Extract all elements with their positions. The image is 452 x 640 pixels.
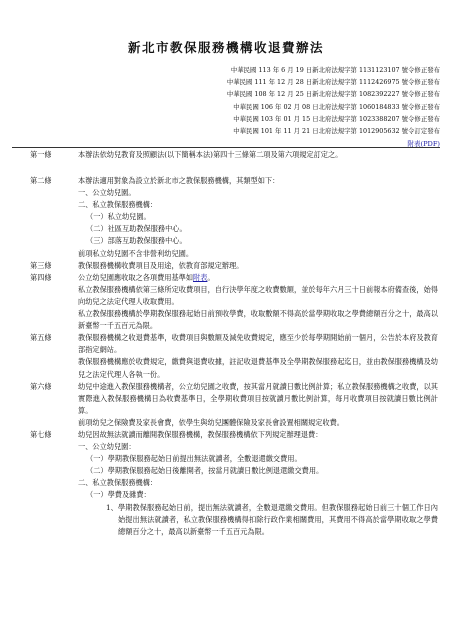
article-label: 第二條 <box>30 176 52 185</box>
article-item: 一、公立幼兒園： <box>78 442 136 452</box>
history-line: 中華民國 111 年 12 月 28 日新北府法規字第 1112426975 號令修正發布 <box>226 78 440 87</box>
article-paragraph: 私立教保服務機構依第三條所定收費項目，自行決學年度之收費數額，並於每年六月三十日前報本府備查後，始得向幼兒之法定代理人收取費用。 <box>78 284 438 306</box>
article-body <box>78 429 438 538</box>
article-item: 一、公立幼兒園。 <box>78 188 136 198</box>
history-line: 中華民國 108 年 12 月 25 日新北府法規字第 1082392227 號令修正發布 <box>226 90 440 99</box>
article-6 <box>0 381 452 429</box>
article-label: 第四條 <box>30 272 52 282</box>
article-item: 二、私立教保服務機構： <box>78 478 158 488</box>
article-label: 第六條 <box>30 381 52 391</box>
article-4 <box>0 272 452 332</box>
article-subitem: （二）社區互助教保服務中心。 <box>86 224 187 234</box>
article-body <box>78 272 438 332</box>
article-paragraph <box>78 272 438 284</box>
attachment-inline-link[interactable]: 附表 <box>193 272 208 282</box>
article-label: 第三條 <box>30 260 52 270</box>
article-paragraph: 幼兒中途進入教保服務機構者，公立幼兒園之收費，按其當月就讀日數比例計算；私立教保服務機構之收費，以其實際進入教保服務機構日為收費基準日，全學期收費項目按就讀月數比例計算，每月收費項目按就讀日數比例計算。 <box>78 381 438 415</box>
article-body <box>78 149 438 161</box>
article-body <box>78 381 438 429</box>
article-subitem: （一）私立幼兒園。 <box>86 212 151 222</box>
article-clause: 1、學期教保服務起始日前，提出無法就讀者，全數退還繳交費用。但教保服務起始日前三十個工作日內始提出無法就讀者，私立教保服務機構得扣除行政作業相關費用，其費用不得高於當學期收取之學費總額百分之十，最高以新臺幣一千五百元為限。 <box>106 502 438 536</box>
article-item: 二、私立教保服務機構： <box>78 200 158 210</box>
article-5 <box>0 332 452 380</box>
history-line: 中華民國 101 年 11 月 21 日北府法規字第 1012905632 號令訂定發布 <box>233 127 440 136</box>
history-line: 中華民國 103 年 01 月 15 日北府法規字第 1023388207 號令修正發布 <box>233 114 440 123</box>
history-line: 中華民國 106 年 02 月 08 日北府法規字第 1060184833 號令修正發布 <box>233 102 440 111</box>
article-paragraph: 前項私立幼兒園不含非營利幼兒園。 <box>78 248 194 258</box>
article-subitem: （一）學期教保服務起始日前提出無法就讀者，全數退還繳交費用。 <box>86 454 302 464</box>
article-body <box>78 175 438 260</box>
article-body <box>78 332 438 380</box>
article-text: 公立幼兒園應收取之各項費用基準如 <box>78 272 194 282</box>
article-subitem: （一）學費及雜費： <box>86 490 151 500</box>
article-label: 第五條 <box>30 333 52 343</box>
article-paragraph: 本辦法適用對象為設立於新北市之教保服務機構，其類型如下： <box>78 176 280 185</box>
article-subitem: （三）部落互助教保服務中心。 <box>86 236 187 246</box>
article-paragraph: 前項幼兒之保險費及家長會費，依學生與幼兒團體保險及家長會設置相關規定收費。 <box>78 417 344 427</box>
article-paragraph: 本辦法依幼兒教育及照顧法(以下簡稱本法)第四十三條第二項及第六項規定訂定之。 <box>78 150 343 159</box>
article-subitem: （二）學期教保服務起始日後離開者，按當月就讀日數比例退還繳交費用。 <box>86 466 324 476</box>
article-paragraph: 教保服務機構收費項目及用途，依教育部規定辦理。 <box>78 260 244 270</box>
article-2 <box>0 175 452 260</box>
articles-list <box>0 149 452 538</box>
article-1 <box>0 149 452 175</box>
article-paragraph: 私立教保服務機構於學期教保服務起始日前預收學費，收取數額不得高於當學期收取之學費總額百分之十，最高以新臺幣一千五百元為限。 <box>78 309 438 331</box>
article-paragraph: 教保服務機構之收退費基準，收費項目與數額及減免收費規定，應至少於每學期開始前一個月，公告於本府及教育部指定網站。 <box>78 333 438 355</box>
history-line: 中華民國 113 年 6 月 19 日新北府法規字第 1131123107 號令修正發布 <box>230 66 440 74</box>
page-title: 新北市教保服務機構收退費辦法 <box>127 40 324 55</box>
article-paragraph: 教保服務機構應於收費規定，繳費與退費收據，註記收退費基準及全學期教保服務起迄日，並由教保服務機構及幼兒之法定代理人各執一份。 <box>78 357 438 379</box>
article-text: 。 <box>207 272 215 282</box>
article-paragraph: 幼兒因故無法就讀而離開教保服務機構，教保服務機構依下列規定辦理退費： <box>78 429 323 439</box>
amendment-history <box>110 64 440 137</box>
article-label: 第七條 <box>30 429 52 439</box>
divider <box>12 147 440 148</box>
article-label: 第一條 <box>30 150 52 159</box>
article-3 <box>0 260 452 272</box>
article-body <box>78 260 438 272</box>
attachment-pdf-link[interactable]: 附表(PDF) <box>407 140 440 148</box>
article-7 <box>0 429 452 538</box>
